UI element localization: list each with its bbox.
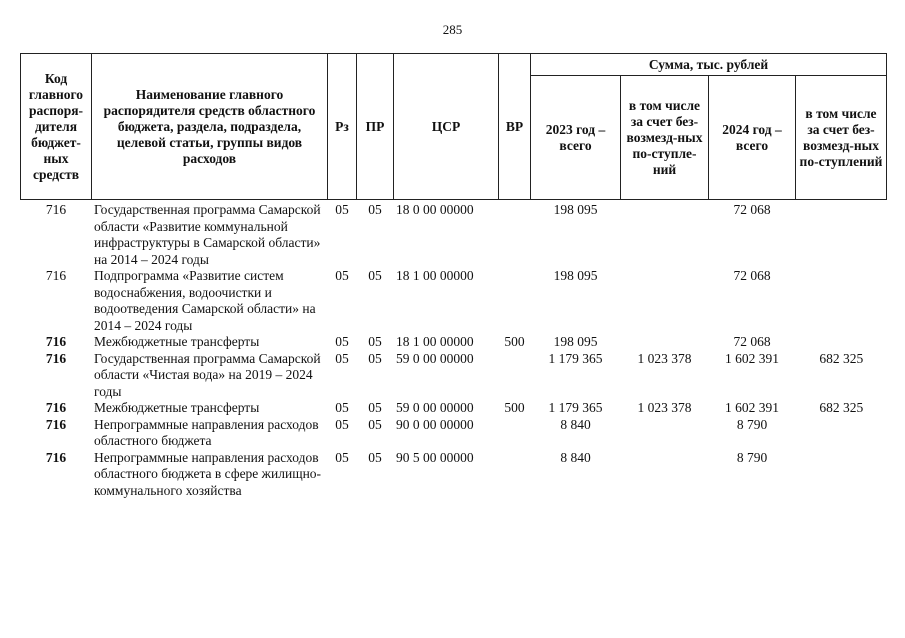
cell-2023-total: 198 095: [553, 334, 598, 349]
cell-2024-free: 682 325: [819, 400, 864, 415]
cell-2023-free: [621, 268, 709, 334]
page-number: 285: [442, 22, 463, 37]
cell-name: Межбюджетные трансферты: [94, 400, 260, 415]
cell-2023-free: 1 023 378: [637, 350, 692, 366]
cell-code: 716: [45, 449, 67, 465]
table-row: [21, 450, 887, 500]
cell-vr: [499, 268, 531, 334]
cell-csr: 90 5 00 00000: [396, 449, 474, 465]
cell-vr: 500: [504, 400, 525, 415]
cell-pr: 05: [368, 416, 382, 432]
cell-name: Непрограммные направления расходов областного бюджета в сфере жилищно-коммунального хозяйства: [94, 449, 322, 498]
table-row: [21, 200, 887, 269]
cell-name: Государственная программа Самарской области «Развитие коммунальной инфраструктуры в Самарской области» на 2014 – 2024 годы: [94, 202, 321, 267]
cell-2024-total: 72 068: [733, 268, 771, 283]
cell-rz: 05: [335, 449, 349, 465]
cell-2023-free: [621, 450, 709, 500]
header-2023-free: в том числе за счет без-возмезд-ных по-ступле-ний: [621, 76, 709, 200]
cell-2024-total: 1 602 391: [725, 400, 779, 415]
cell-2024-free: [796, 450, 887, 500]
cell-vr: [499, 417, 531, 450]
cell-name: Подпрограмма «Развитие систем водоснабжения, водоочистки и водоотведения Самарской области» на 2014 – 2024 годы: [94, 268, 316, 333]
header-2023-total: 2023 год – всего: [531, 76, 621, 200]
header-name: Наименование главного распорядителя средств областного бюджета, раздела, подраздела, целевой статьи, группы видов расходов: [92, 54, 328, 200]
cell-code: 716: [45, 268, 67, 283]
cell-2023-free: [621, 417, 709, 450]
cell-code: 716: [45, 334, 67, 349]
cell-pr: 05: [368, 202, 382, 217]
cell-vr: [499, 351, 531, 401]
cell-2024-total: 72 068: [733, 202, 771, 217]
cell-2023-total: 198 095: [553, 202, 598, 217]
cell-name: Непрограммные направления расходов областного бюджета: [94, 416, 319, 448]
cell-vr: 500: [504, 334, 525, 349]
cell-csr: 18 0 00 00000: [396, 202, 474, 217]
cell-2024-total: 72 068: [733, 334, 771, 349]
cell-2023-total: 198 095: [553, 268, 598, 283]
cell-2024-free: [796, 268, 887, 334]
cell-csr: 18 1 00 00000: [396, 334, 474, 349]
cell-rz: 05: [335, 202, 349, 217]
table-row: [21, 268, 887, 334]
cell-csr: 59 0 00 00000: [396, 350, 474, 366]
header-rz: Рз: [328, 54, 357, 200]
cell-csr: 59 0 00 00000: [396, 400, 474, 415]
cell-csr: 90 0 00 00000: [396, 416, 474, 432]
header-2024-total: 2024 год – всего: [709, 76, 796, 200]
cell-2024-free: 682 325: [819, 350, 864, 366]
header-csr: ЦСР: [394, 54, 499, 200]
cell-pr: 05: [368, 268, 382, 283]
cell-2024-total: 1 602 391: [725, 350, 779, 366]
cell-code: 716: [45, 416, 67, 432]
cell-2024-free: [796, 417, 887, 450]
table-row: [21, 351, 887, 401]
cell-code: 716: [45, 400, 67, 415]
header-code: Код главного распоря-дителя бюджет-ных средств: [21, 54, 92, 200]
header-2024-free: в том числе за счет без-возмезд-ных по-ступлений: [796, 76, 887, 200]
cell-2023-total: 8 840: [560, 416, 591, 432]
cell-2024-total: 8 790: [736, 416, 768, 432]
cell-vr: [499, 450, 531, 500]
header-sum-group: Сумма, тыс. рублей: [531, 54, 887, 76]
table-body: [21, 200, 887, 500]
cell-2023-total: 8 840: [560, 449, 591, 465]
cell-name: Государственная программа Самарской области «Чистая вода» на 2019 – 2024 годы: [94, 350, 321, 399]
cell-rz: 05: [335, 416, 349, 432]
cell-2023-total: 1 179 365: [548, 400, 603, 415]
header-pr: ПР: [357, 54, 394, 200]
header-vr: ВР: [499, 54, 531, 200]
cell-2024-total: 8 790: [736, 449, 768, 465]
cell-2023-free: [621, 334, 709, 351]
cell-rz: 05: [335, 268, 349, 283]
cell-csr: 18 1 00 00000: [396, 268, 474, 283]
table-row: [21, 400, 887, 417]
cell-rz: 05: [335, 350, 349, 366]
cell-2023-free: [621, 200, 709, 269]
cell-name: Межбюджетные трансферты: [94, 334, 260, 349]
cell-rz: 05: [335, 334, 349, 349]
cell-pr: 05: [368, 400, 382, 415]
cell-pr: 05: [368, 350, 382, 366]
cell-pr: 05: [368, 334, 382, 349]
cell-2024-free: [796, 200, 887, 269]
cell-vr: [499, 200, 531, 269]
cell-code: 716: [45, 350, 67, 366]
cell-2023-free: 1 023 378: [637, 400, 692, 415]
cell-code: 716: [45, 202, 67, 217]
table-row: [21, 417, 887, 450]
cell-2023-total: 1 179 365: [548, 350, 603, 366]
budget-table: [20, 53, 887, 499]
table-row: [21, 334, 887, 351]
cell-rz: 05: [335, 400, 349, 415]
cell-2024-free: [796, 334, 887, 351]
cell-pr: 05: [368, 449, 382, 465]
